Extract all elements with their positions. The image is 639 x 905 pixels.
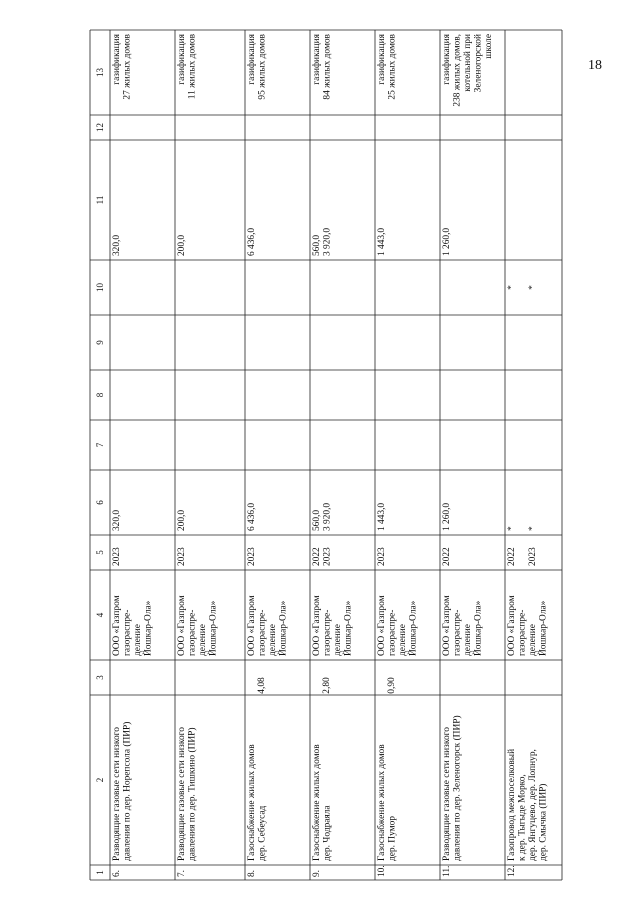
name-line: дер. Пумор	[387, 816, 398, 861]
c13-line: газификация	[247, 34, 257, 85]
c13-line: котельной при	[463, 34, 473, 92]
year-line: 2023	[528, 547, 538, 566]
name-line: давления по дер. Тишкино (ПИР)	[187, 727, 198, 861]
column-header-7: 7	[95, 442, 105, 448]
c6-line: 320,0	[112, 509, 122, 531]
c11-line: 1 260,0	[442, 227, 452, 256]
column-header-1: 1	[95, 870, 105, 875]
c6-line: 3 920,0	[322, 502, 333, 531]
column-header-6: 6	[95, 500, 105, 505]
c11-line: 1 443,0	[377, 227, 387, 256]
org-line: деление	[198, 624, 208, 656]
org-line: газораспре-	[387, 609, 398, 656]
name-line: Разводящие газовые сети низкого	[112, 727, 122, 861]
c13-line: газификация	[377, 34, 387, 85]
row-number: 6.	[112, 869, 122, 877]
c6-line: 6 436,0	[247, 502, 257, 531]
org-line: газораспре-	[452, 609, 463, 656]
c13-line: 238 жилых домов,	[452, 34, 463, 107]
c11-line: 200,0	[177, 234, 187, 256]
row-number: 10.	[377, 865, 387, 877]
year-line: 2023	[112, 547, 122, 566]
c13-line: газификация	[177, 34, 187, 85]
c6-line: *	[528, 526, 538, 531]
year-line: 2022	[442, 547, 452, 566]
length-value: 0,90	[387, 677, 397, 694]
org-line: деление	[268, 624, 278, 656]
name-line: Газоснабжение жилых домов	[247, 744, 257, 861]
org-line: ООО «Газпром	[507, 595, 517, 656]
c6-line: 1 260,0	[442, 502, 452, 531]
length-value: 4,08	[257, 677, 267, 694]
name-line: Газоснабжение жилых домов	[377, 744, 387, 861]
name-line: дер. Смычка (ПИР)	[538, 783, 549, 861]
name-line: к дер. Тыгыде Морко,	[517, 774, 528, 861]
org-line: ООО «Газпром	[247, 595, 257, 656]
column-header-12: 12	[95, 123, 105, 132]
org-line: Йошкар-Ола»	[343, 600, 354, 656]
org-line: газораспре-	[187, 609, 198, 656]
column-header-5: 5	[95, 550, 105, 555]
c13-line: 84 жилых домов	[322, 34, 333, 100]
year-line: 2023	[322, 547, 333, 566]
column-header-10: 10	[95, 283, 105, 292]
c13-line: 11 жилых домов	[187, 34, 198, 100]
c6-line: 560,0	[312, 509, 322, 531]
c11-line: 3 920,0	[322, 227, 333, 256]
c13-line: Зеленогорской	[473, 34, 484, 93]
column-header-9: 9	[95, 340, 105, 345]
year-line: 2022	[507, 547, 517, 566]
org-line: деление	[333, 624, 343, 656]
c11-line: 320,0	[112, 234, 122, 256]
length-value: 2,80	[322, 677, 332, 694]
name-line: Разводящие газовые сети низкого	[442, 727, 452, 861]
org-line: Йошкар-Ола»	[473, 600, 484, 656]
org-line: Йошкар-Ола»	[408, 600, 419, 656]
name-line: дер. Чодраяла	[322, 805, 333, 861]
org-line: газораспре-	[322, 609, 333, 656]
name-line: Газопровод межпоселковый	[507, 748, 517, 861]
page-number: 18	[588, 58, 602, 73]
name-line: Газоснабжение жилых домов	[312, 744, 322, 861]
c13-line: школе	[484, 34, 494, 59]
c13-line: 27 жилых домов	[122, 34, 133, 100]
column-header-2: 2	[95, 777, 105, 783]
c11-line: 6 436,0	[247, 227, 257, 256]
org-line: газораспре-	[257, 609, 268, 656]
c10-line: *	[507, 285, 517, 290]
org-line: газораспре-	[122, 609, 133, 656]
org-line: газораспре-	[517, 609, 528, 656]
column-header-4: 4	[95, 612, 105, 618]
c6-line: 200,0	[177, 509, 187, 531]
year-line: 2023	[177, 547, 187, 566]
name-line: давления по дер. Норепсола (ПИР)	[122, 721, 133, 861]
column-header-8: 8	[95, 392, 105, 398]
year-line: 2023	[377, 547, 387, 566]
org-line: ООО «Газпром	[377, 595, 387, 656]
row-number: 8.	[247, 869, 257, 877]
row-number: 11.	[442, 865, 452, 877]
column-header-3: 3	[95, 675, 105, 680]
org-line: ООО «Газпром	[312, 595, 322, 656]
name-line: Разводящие газовые сети низкого	[177, 727, 187, 861]
c6-line: *	[507, 526, 517, 531]
c13-line: газификация	[112, 34, 122, 85]
year-line: 2023	[247, 547, 257, 566]
c13-line: газификация	[312, 34, 322, 85]
org-line: деление	[398, 624, 408, 656]
c10-line: *	[528, 285, 538, 290]
org-line: ООО «Газпром	[177, 595, 187, 656]
org-line: Йошкар-Ола»	[208, 600, 219, 656]
name-line: дер. Себеусад	[257, 805, 268, 861]
org-line: деление	[528, 624, 538, 656]
c13-line: 95 жилых домов	[257, 34, 268, 100]
org-line: Йошкар-Ола»	[143, 600, 154, 656]
org-line: деление	[463, 624, 473, 656]
c13-line: газификация	[442, 34, 452, 85]
c13-line: 25 жилых домов	[387, 34, 398, 100]
org-line: ООО «Газпром	[112, 595, 122, 656]
org-line: Йошкар-Ола»	[538, 600, 549, 656]
row-number: 12.	[507, 865, 517, 877]
org-line: деление	[133, 624, 143, 656]
year-line: 2022	[312, 547, 322, 566]
column-header-11: 11	[95, 195, 105, 205]
c6-line: 1 443,0	[377, 502, 387, 531]
c11-line: 560,0	[312, 234, 322, 256]
row-number: 7.	[177, 869, 187, 877]
name-line: давления по дер. Зеленогорск (ПИР)	[452, 715, 463, 861]
row-number: 9.	[312, 869, 322, 877]
column-header-13: 13	[95, 68, 105, 77]
org-line: ООО «Газпром	[442, 595, 452, 656]
org-line: Йошкар-Ола»	[278, 600, 289, 656]
name-line: дер. Янгуцево, дер. Лопнур,	[528, 749, 538, 861]
